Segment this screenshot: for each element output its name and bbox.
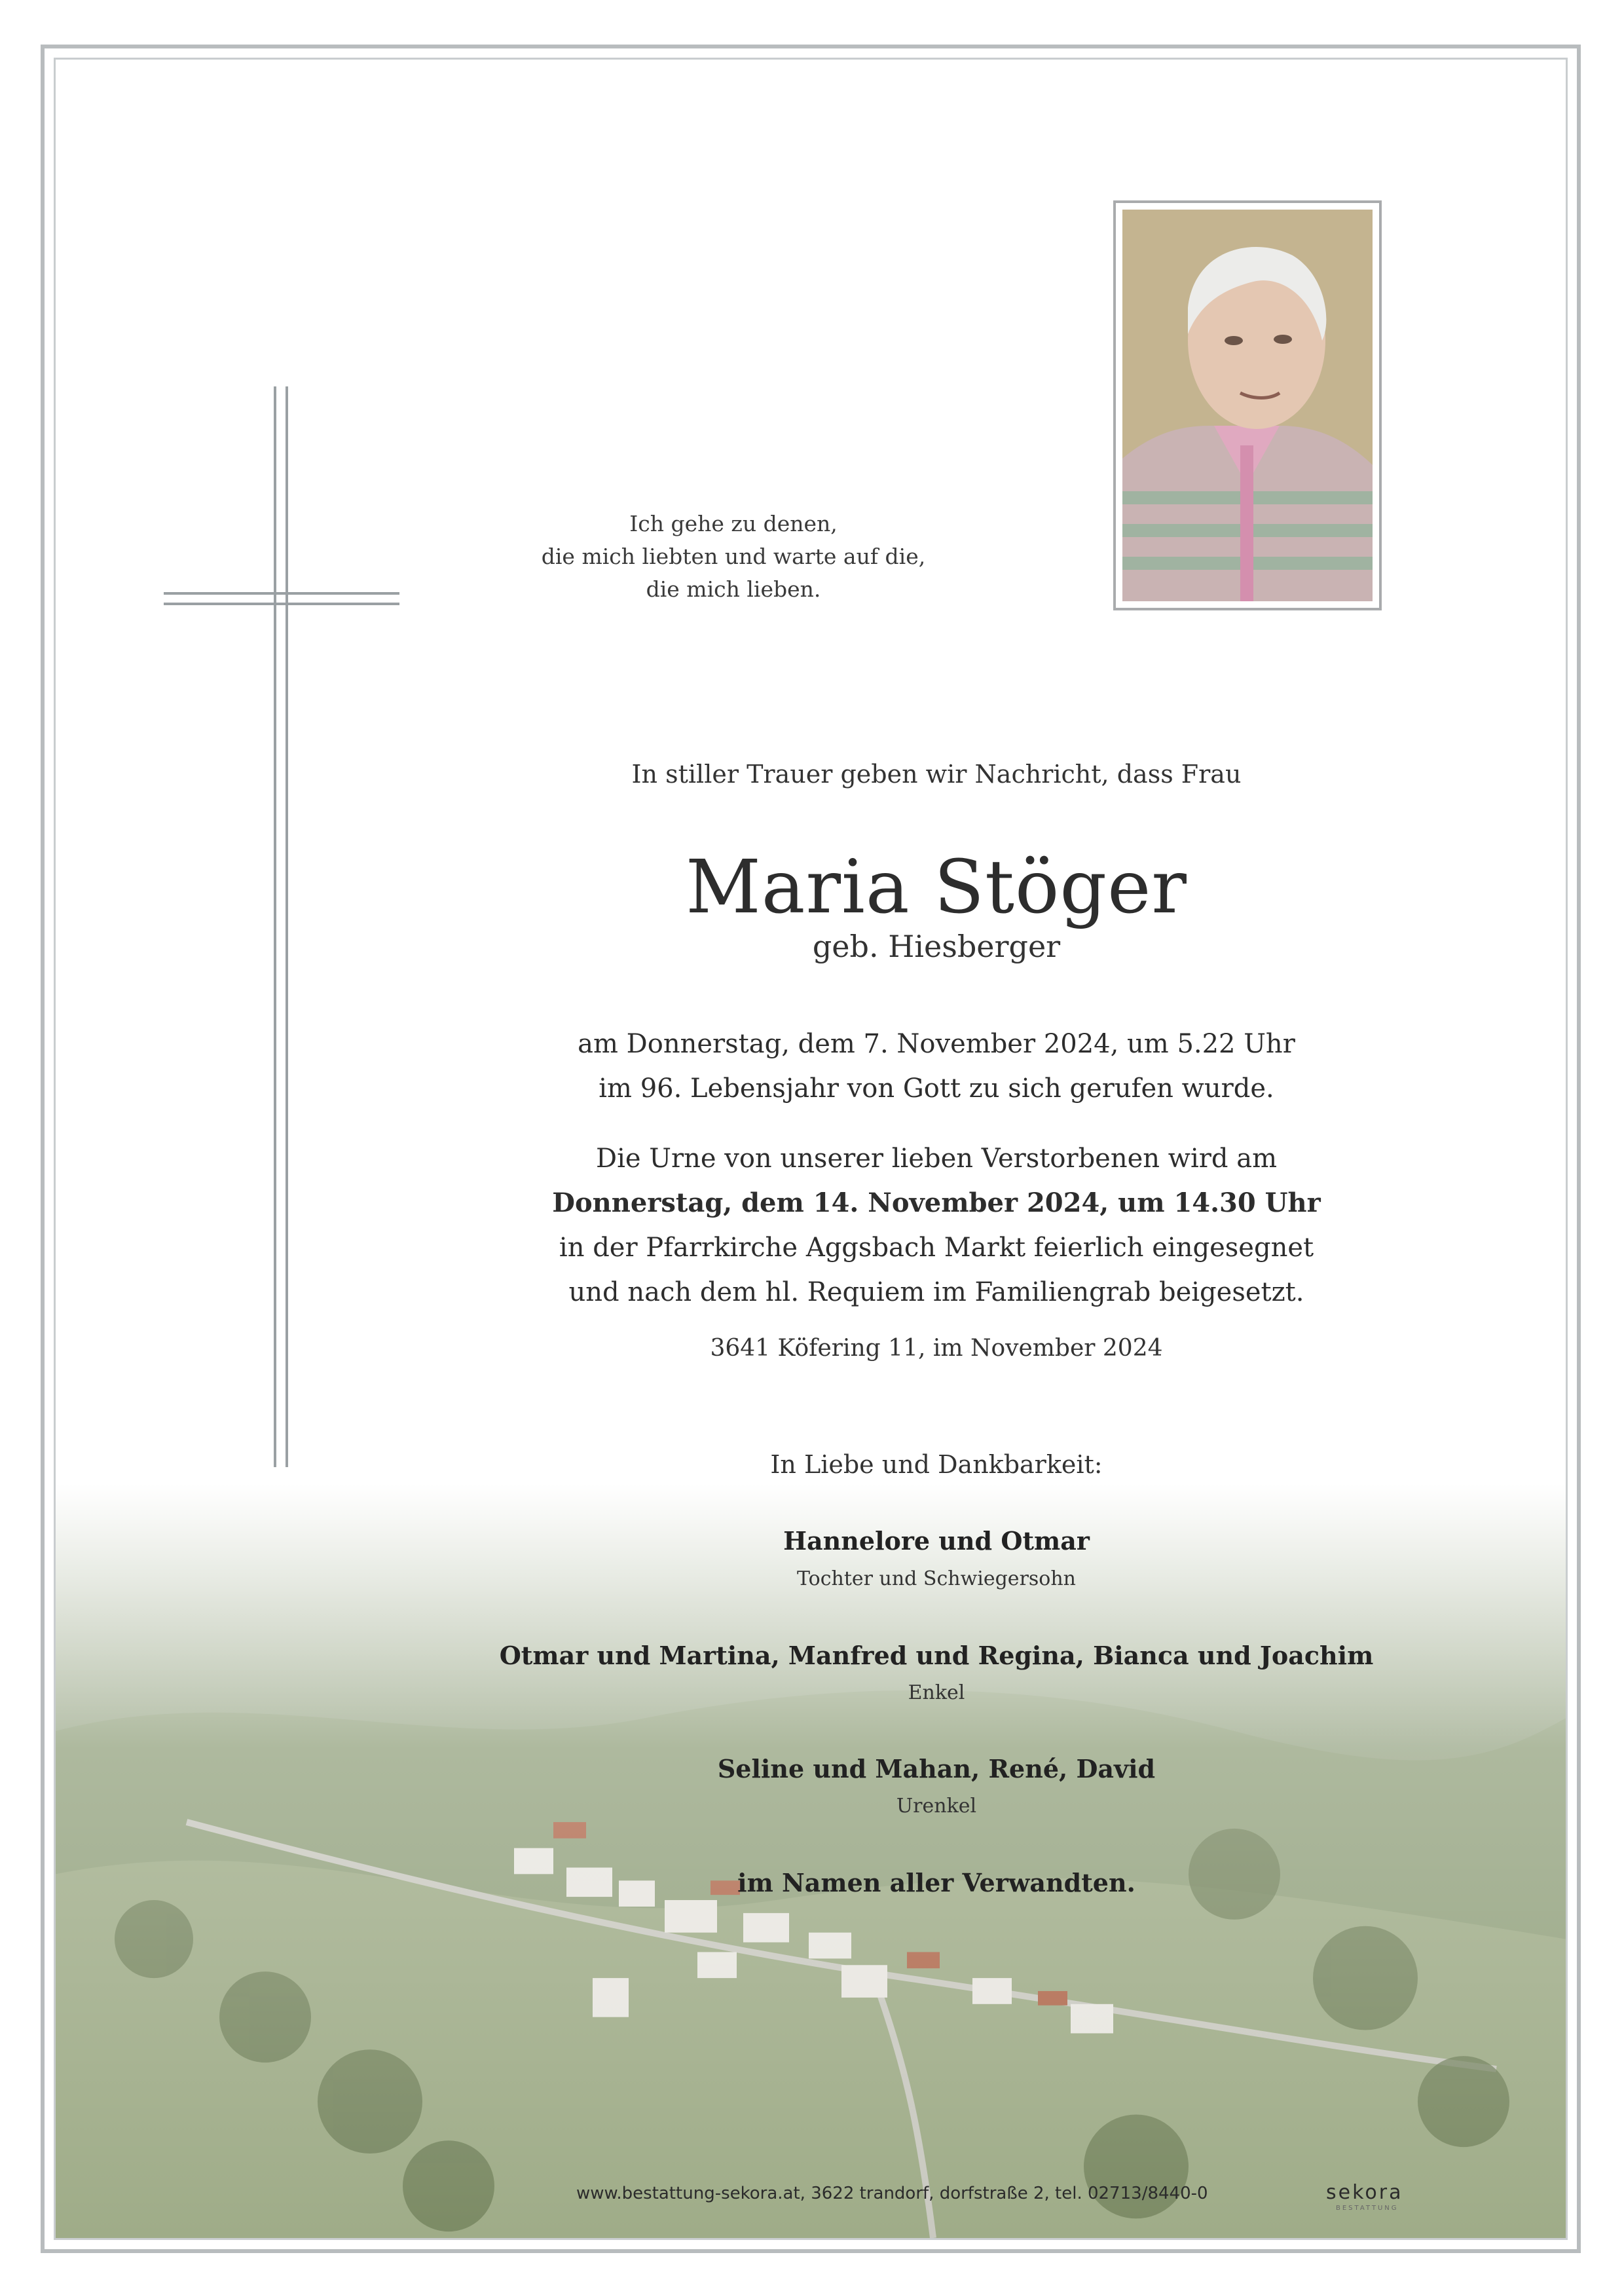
funeral-home-logo-subtitle: BESTATTUNG [1336, 2205, 1399, 2212]
mourner-names: Seline und Mahan, René, David [717, 1754, 1156, 1783]
mourner-relation: Enkel [908, 1681, 965, 1704]
footer [576, 2181, 1539, 2212]
funeral-home-logo: sekora [1326, 2181, 1403, 2204]
deceased-name: Maria Stöger [686, 845, 1187, 930]
funeral-line: in der Pfarrkirche Aggsbach Markt feierlich eingesegnet [559, 1233, 1314, 1263]
funeral-home-contact: www.bestattung-sekora.at, 3622 trandorf, dorfstraße 2, tel. 02713/8440-0 [576, 2184, 1208, 2203]
funeral-date-line: Donnerstag, dem 14. November 2024, um 14.30 Uhr [552, 1187, 1321, 1218]
mourner-names: Hannelore und Otmar [783, 1526, 1090, 1556]
death-date-line: am Donnerstag, dem 7. November 2024, um 5.22 Uhr [578, 1029, 1295, 1059]
funeral-details [458, 1136, 1414, 1315]
maiden-name: geb. Hiesberger [812, 929, 1061, 964]
funeral-line: und nach dem hl. Requiem im Familiengrab beigesetzt. [568, 1277, 1304, 1307]
mourners-heading: In Liebe und Dankbarkeit: [770, 1450, 1103, 1479]
landscape-image [56, 1484, 1566, 2238]
mourner-names: Otmar und Martina, Manfred und Regina, Bianca und Joachim [499, 1641, 1374, 1670]
funeral-line: Die Urne von unserer lieben Verstorbenen wird am [596, 1144, 1277, 1174]
announcement-intro: In stiller Trauer geben wir Nachricht, dass Frau [631, 760, 1242, 789]
memorial-quote [537, 508, 930, 606]
mourner-relation: Tochter und Schwiegersohn [796, 1567, 1077, 1590]
quote-line: die mich lieben. [646, 576, 821, 602]
cross-horizontal-bar [164, 592, 399, 605]
cross-vertical-bar [274, 386, 288, 1467]
death-details [458, 1022, 1414, 1111]
death-age-line: im 96. Lebensjahr von Gott zu sich gerufen wurde. [599, 1073, 1274, 1104]
closing-line: im Namen aller Verwandten. [737, 1868, 1135, 1897]
quote-line: die mich liebten und warte auf die, [541, 544, 926, 569]
place-and-date: 3641 Köfering 11, im November 2024 [710, 1335, 1163, 1362]
quote-line: Ich gehe zu denen, [629, 511, 838, 536]
mourner-relation: Urenkel [896, 1795, 977, 1818]
portrait-photo [1113, 200, 1382, 610]
